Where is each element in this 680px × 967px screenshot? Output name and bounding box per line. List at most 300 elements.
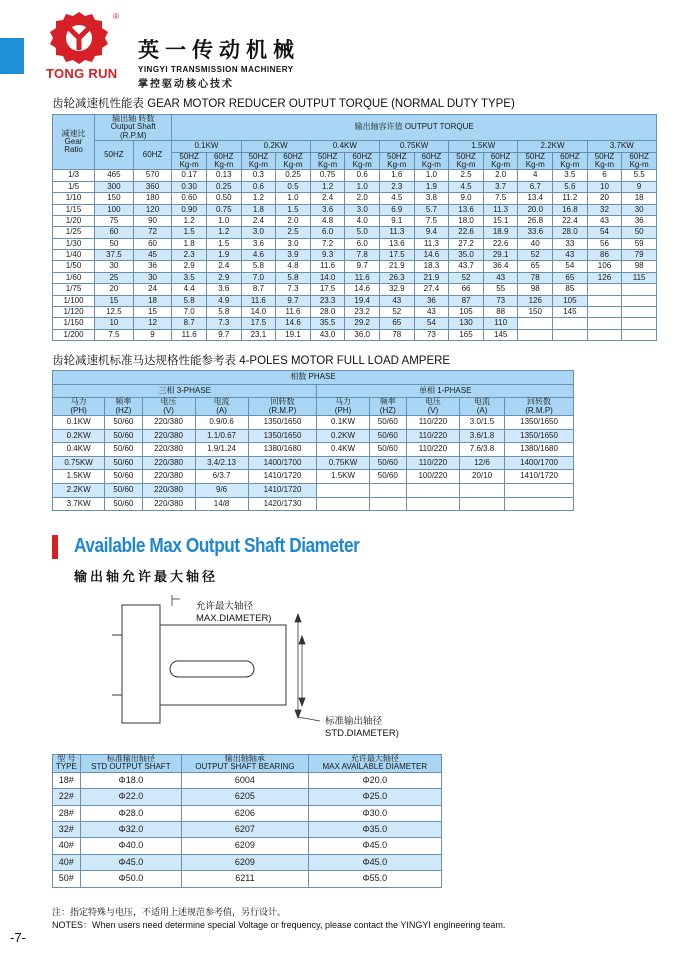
value-cell: 29.2 <box>345 318 380 329</box>
value-cell: 20.0 <box>518 204 553 215</box>
output-torque-header: 输出轴容许值 OUTPUT TORQUE <box>172 115 657 141</box>
value-cell: 9 <box>133 329 172 340</box>
column-header: 马力 (PH) <box>317 398 369 416</box>
value-cell: 50/60 <box>105 443 142 457</box>
sub-50hz-header: 50HZ Kg-m <box>380 152 415 170</box>
value-cell: 1.5 <box>206 238 241 249</box>
value-cell: 52 <box>380 307 415 318</box>
value-cell: 2.4 <box>241 215 276 226</box>
value-cell: 20 <box>587 193 622 204</box>
column-header: 马力 (PH) <box>53 398 105 416</box>
value-cell <box>459 483 504 497</box>
value-cell: 2.9 <box>206 272 241 283</box>
value-cell: 1.1/0.67 <box>195 429 248 443</box>
value-cell: 52 <box>518 250 553 261</box>
value-cell: 9.1 <box>380 215 415 226</box>
sub-60hz-header: 60HZ Kg-m <box>622 152 657 170</box>
value-cell: 7.5 <box>414 215 449 226</box>
table-row <box>53 456 574 470</box>
value-cell: 0.60 <box>172 193 207 204</box>
value-cell <box>459 497 504 511</box>
value-cell: 4.5 <box>380 193 415 204</box>
gear-ratio-cell: 1/25 <box>53 227 95 238</box>
value-cell: 43 <box>414 307 449 318</box>
value-cell: 14.6 <box>414 250 449 261</box>
value-cell: 2.3 <box>172 250 207 261</box>
value-cell: 150 <box>518 307 553 318</box>
value-cell: 5.6 <box>553 181 588 192</box>
sub-60hz-header: 60HZ Kg-m <box>553 152 588 170</box>
value-cell <box>317 483 369 497</box>
value-cell: 40# <box>53 854 81 870</box>
gear-ratio-header: 减速比 Gear Ratio <box>53 115 95 170</box>
sub-60hz-header: 60HZ Kg-m <box>206 152 241 170</box>
table-row <box>53 250 657 261</box>
value-cell <box>553 318 588 329</box>
brand-block <box>138 34 300 90</box>
value-cell: 165 <box>449 329 484 340</box>
value-cell: 2.5 <box>276 227 311 238</box>
gear-ratio-cell: 1/60 <box>53 272 95 283</box>
value-cell: 220/380 <box>142 483 195 497</box>
shaft-table <box>52 754 442 888</box>
brand-name-cn: 英一传动机械 <box>138 38 300 62</box>
value-cell: 7.5 <box>483 193 518 204</box>
column-header: 回转数 (R.M.P) <box>248 398 317 416</box>
value-cell: 17.5 <box>241 318 276 329</box>
power-header: 3.7KW <box>587 141 656 152</box>
value-cell: 50/60 <box>369 456 406 470</box>
value-cell: 75 <box>95 215 134 226</box>
value-cell: 6205 <box>182 789 309 805</box>
table-row <box>53 470 574 484</box>
table-row <box>53 204 657 215</box>
value-cell: 1.0 <box>206 215 241 226</box>
speed-50hz-header: 50HZ <box>95 141 134 170</box>
value-cell: 105 <box>449 307 484 318</box>
value-cell <box>587 284 622 295</box>
value-cell: 86 <box>587 250 622 261</box>
value-cell: 6.0 <box>345 238 380 249</box>
value-cell: 2.0 <box>276 215 311 226</box>
speed-60hz-header: 60HZ <box>133 141 172 170</box>
value-cell: 1410/1720 <box>248 470 317 484</box>
value-cell: 1.5KW <box>53 470 105 484</box>
power-header: 0.2KW <box>241 141 310 152</box>
value-cell: 1.6 <box>380 170 415 181</box>
value-cell: 21.9 <box>380 261 415 272</box>
value-cell: 43 <box>483 272 518 283</box>
gear-ratio-cell: 1/30 <box>53 238 95 249</box>
value-cell: 0.1KW <box>53 415 105 429</box>
value-cell <box>622 307 657 318</box>
value-cell: 2.0 <box>483 170 518 181</box>
value-cell: 5.8 <box>206 307 241 318</box>
value-cell: 120 <box>133 204 172 215</box>
value-cell: 6.7 <box>518 181 553 192</box>
value-cell: 130 <box>449 318 484 329</box>
sub-50hz-header: 50HZ Kg-m <box>241 152 276 170</box>
column-header: 频率 (HZ) <box>105 398 142 416</box>
value-cell: 28# <box>53 805 81 821</box>
column-header: 允许最大轴径 MAX AVAILABLE DIAMETER <box>308 755 441 773</box>
brand-slogan: 掌控驱动核心技术 <box>138 79 234 90</box>
value-cell: 17.5 <box>310 284 345 295</box>
value-cell: 18 <box>133 295 172 306</box>
table-row <box>53 483 574 497</box>
value-cell: 7.0 <box>241 272 276 283</box>
table-row <box>53 215 657 226</box>
value-cell: Φ45.0 <box>80 854 181 870</box>
value-cell: 0.75KW <box>53 456 105 470</box>
value-cell: 0.30 <box>172 181 207 192</box>
value-cell: 9.0 <box>449 193 484 204</box>
value-cell <box>518 318 553 329</box>
value-cell: 98 <box>518 284 553 295</box>
blue-edge-tab <box>0 38 24 74</box>
table-row <box>53 272 657 283</box>
value-cell: 0.5 <box>276 181 311 192</box>
value-cell: 2.0 <box>345 193 380 204</box>
power-header: 0.1KW <box>172 141 241 152</box>
sub-50hz-header: 50HZ Kg-m <box>172 152 207 170</box>
value-cell: 7.2 <box>310 238 345 249</box>
value-cell: 9.7 <box>276 295 311 306</box>
sub-50hz-header: 50HZ Kg-m <box>449 152 484 170</box>
value-cell: 0.6 <box>241 181 276 192</box>
value-cell: 4.0 <box>345 215 380 226</box>
value-cell: 360 <box>133 181 172 192</box>
value-cell: 4 <box>518 170 553 181</box>
value-cell: 11.6 <box>172 329 207 340</box>
value-cell: 85 <box>553 284 588 295</box>
value-cell <box>518 329 553 340</box>
value-cell: 4.8 <box>276 261 311 272</box>
gear-ratio-cell: 1/3 <box>53 170 95 181</box>
gear-ratio-cell: 1/100 <box>53 295 95 306</box>
value-cell: 14.6 <box>276 318 311 329</box>
sub-60hz-header: 60HZ Kg-m <box>345 152 380 170</box>
value-cell: 7.5 <box>95 329 134 340</box>
max-diameter-label-en: MAX.DIAMETER) <box>196 613 272 625</box>
value-cell: 3.6 <box>310 204 345 215</box>
table-row <box>53 295 657 306</box>
value-cell: 0.2KW <box>317 429 369 443</box>
single-phase-header: 单相 1-PHASE <box>317 384 574 398</box>
value-cell: 1.8 <box>241 204 276 215</box>
value-cell: 4.9 <box>206 295 241 306</box>
value-cell: 180 <box>133 193 172 204</box>
value-cell: 50/60 <box>105 497 142 511</box>
value-cell: 0.3 <box>241 170 276 181</box>
gear-ratio-cell: 1/10 <box>53 193 95 204</box>
value-cell <box>622 318 657 329</box>
value-cell: 3.6/1.8 <box>459 429 504 443</box>
value-cell: 18.0 <box>449 215 484 226</box>
value-cell: 4.5 <box>449 181 484 192</box>
value-cell: 50/60 <box>369 443 406 457</box>
value-cell: 1350/1650 <box>505 429 574 443</box>
power-header: 1.5KW <box>449 141 518 152</box>
table-row <box>53 443 574 457</box>
value-cell: 300 <box>95 181 134 192</box>
value-cell: 54 <box>414 318 449 329</box>
value-cell: 1.9 <box>206 250 241 261</box>
value-cell: 60 <box>133 238 172 249</box>
value-cell: 0.25 <box>206 181 241 192</box>
value-cell: 27.4 <box>414 284 449 295</box>
value-cell: 110/220 <box>406 443 459 457</box>
value-cell: 1.5KW <box>317 470 369 484</box>
torque-table <box>52 114 657 341</box>
value-cell: 0.75KW <box>317 456 369 470</box>
value-cell: 1.5 <box>172 227 207 238</box>
value-cell: 60 <box>95 227 134 238</box>
value-cell: 56 <box>587 238 622 249</box>
sub-50hz-header: 50HZ Kg-m <box>587 152 622 170</box>
value-cell: 3.6 <box>241 238 276 249</box>
value-cell: 6004 <box>182 772 309 788</box>
value-cell: 7.3 <box>276 284 311 295</box>
table-row <box>53 170 657 181</box>
gear-ratio-cell: 1/50 <box>53 261 95 272</box>
value-cell: 110/220 <box>406 456 459 470</box>
value-cell: 43.0 <box>310 329 345 340</box>
value-cell: 98 <box>622 261 657 272</box>
value-cell: 6206 <box>182 805 309 821</box>
logo-text: TONG RUN <box>46 66 118 81</box>
value-cell <box>587 295 622 306</box>
value-cell: 2.5 <box>449 170 484 181</box>
value-cell: 25 <box>95 272 134 283</box>
value-cell: 0.4KW <box>53 443 105 457</box>
table-row <box>53 193 657 204</box>
value-cell: 126 <box>587 272 622 283</box>
value-cell: 3.0 <box>241 227 276 238</box>
note-cn: 注：指定特殊与电压，不适用上述规范参考值，另行设计。 <box>52 907 287 917</box>
value-cell <box>369 483 406 497</box>
value-cell: 73 <box>414 329 449 340</box>
gear-ratio-cell: 1/15 <box>53 204 95 215</box>
sub-60hz-header: 60HZ Kg-m <box>483 152 518 170</box>
value-cell: 1.2 <box>172 215 207 226</box>
power-header: 2.2KW <box>518 141 587 152</box>
value-cell: 50/60 <box>369 429 406 443</box>
value-cell: 22.6 <box>483 238 518 249</box>
registered-mark: ® <box>113 12 119 21</box>
column-header: 电压 (V) <box>406 398 459 416</box>
value-cell: 0.9/0.6 <box>195 415 248 429</box>
table-row <box>53 307 657 318</box>
gear-ratio-cell: 1/120 <box>53 307 95 318</box>
value-cell: 1.0 <box>414 170 449 181</box>
table-row <box>53 318 657 329</box>
value-cell: 13.6 <box>449 204 484 215</box>
value-cell: 11.3 <box>380 227 415 238</box>
value-cell: 32# <box>53 821 81 837</box>
value-cell: 66 <box>449 284 484 295</box>
value-cell: 11.6 <box>241 295 276 306</box>
output-shaft-speed-header: 输出轴 转数 Output Shaft (R.P.M) <box>95 115 172 141</box>
value-cell <box>406 483 459 497</box>
value-cell: 10 <box>95 318 134 329</box>
value-cell: 40 <box>518 238 553 249</box>
value-cell: 9.3 <box>310 250 345 261</box>
value-cell: 36.4 <box>483 261 518 272</box>
value-cell: 36 <box>133 261 172 272</box>
value-cell: 6/3.7 <box>195 470 248 484</box>
table-row <box>53 429 574 443</box>
table-row <box>53 821 442 837</box>
value-cell <box>622 295 657 306</box>
value-cell: 3.0/1.5 <box>459 415 504 429</box>
shaft-diagram <box>110 595 470 750</box>
value-cell: 35.0 <box>449 250 484 261</box>
value-cell: 465 <box>95 170 134 181</box>
value-cell: Φ50.0 <box>80 871 181 887</box>
value-cell: 3.8 <box>414 193 449 204</box>
value-cell: 50/60 <box>105 429 142 443</box>
value-cell: 6209 <box>182 854 309 870</box>
value-cell: 1380/1680 <box>248 443 317 457</box>
value-cell: 19.4 <box>345 295 380 306</box>
value-cell: 0.1KW <box>317 415 369 429</box>
value-cell: Φ40.0 <box>80 838 181 854</box>
value-cell: 13.4 <box>518 193 553 204</box>
value-cell: 55 <box>483 284 518 295</box>
value-cell: 65 <box>380 318 415 329</box>
value-cell: 1.8 <box>172 238 207 249</box>
value-cell: 3.4/2.13 <box>195 456 248 470</box>
value-cell: Φ28.0 <box>80 805 181 821</box>
value-cell: 26.8 <box>518 215 553 226</box>
value-cell: 14.0 <box>310 272 345 283</box>
value-cell: 6207 <box>182 821 309 837</box>
three-phase-header: 三相 3-PHASE <box>53 384 317 398</box>
table-row <box>53 838 442 854</box>
value-cell: 6 <box>587 170 622 181</box>
value-cell: 72 <box>133 227 172 238</box>
value-cell: 3.7KW <box>53 497 105 511</box>
value-cell: 8.7 <box>241 284 276 295</box>
value-cell: 14.0 <box>241 307 276 318</box>
value-cell: 32.9 <box>380 284 415 295</box>
value-cell: Φ55.0 <box>308 871 441 887</box>
value-cell: 78 <box>380 329 415 340</box>
value-cell: 3.0 <box>276 238 311 249</box>
value-cell: 110/220 <box>406 415 459 429</box>
gear-ratio-cell: 1/40 <box>53 250 95 261</box>
shaft-section-title: Available Max Output Shaft Diameter <box>74 535 360 557</box>
value-cell: 27.2 <box>449 238 484 249</box>
value-cell: 35.5 <box>310 318 345 329</box>
value-cell: 1350/1650 <box>505 415 574 429</box>
value-cell: 88 <box>483 307 518 318</box>
value-cell: 9.4 <box>414 227 449 238</box>
value-cell: 22# <box>53 789 81 805</box>
value-cell: 12 <box>133 318 172 329</box>
value-cell: 50/60 <box>105 456 142 470</box>
value-cell: 4.4 <box>172 284 207 295</box>
column-header: 型 号 TYPE <box>53 755 81 773</box>
value-cell: 18.3 <box>414 261 449 272</box>
value-cell: Φ30.0 <box>308 805 441 821</box>
value-cell: 50/60 <box>105 470 142 484</box>
value-cell: 29.1 <box>483 250 518 261</box>
value-cell: 2.2KW <box>53 483 105 497</box>
table-row <box>53 805 442 821</box>
value-cell: 52 <box>449 272 484 283</box>
value-cell: 50/60 <box>369 415 406 429</box>
gear-ratio-cell: 1/5 <box>53 181 95 192</box>
value-cell: 23.1 <box>241 329 276 340</box>
value-cell: 15.1 <box>483 215 518 226</box>
value-cell: 28.0 <box>553 227 588 238</box>
value-cell: 5.8 <box>276 272 311 283</box>
value-cell: 0.13 <box>206 170 241 181</box>
value-cell: 6211 <box>182 871 309 887</box>
value-cell: 26.3 <box>380 272 415 283</box>
value-cell: 7.3 <box>206 318 241 329</box>
value-cell: 11.6 <box>345 272 380 283</box>
value-cell: 13.6 <box>380 238 415 249</box>
value-cell: 11.3 <box>483 204 518 215</box>
value-cell: 43 <box>380 295 415 306</box>
value-cell: 9.7 <box>206 329 241 340</box>
value-cell: 5.8 <box>172 295 207 306</box>
value-cell: Φ20.0 <box>308 772 441 788</box>
sub-60hz-header: 60HZ Kg-m <box>414 152 449 170</box>
value-cell: 100/220 <box>406 470 459 484</box>
value-cell: 24 <box>133 284 172 295</box>
value-cell: 1400/1700 <box>248 456 317 470</box>
value-cell: 23.3 <box>310 295 345 306</box>
value-cell: 18.9 <box>483 227 518 238</box>
max-diameter-label-cn: 允许最大轴径 <box>196 601 254 612</box>
value-cell: 21.9 <box>414 272 449 283</box>
value-cell: 11.6 <box>276 307 311 318</box>
value-cell <box>505 497 574 511</box>
table-row <box>53 329 657 340</box>
value-cell: 43.7 <box>449 261 484 272</box>
value-cell: 0.25 <box>276 170 311 181</box>
value-cell: 59 <box>622 238 657 249</box>
value-cell: 2.4 <box>206 261 241 272</box>
value-cell: 145 <box>483 329 518 340</box>
value-cell: 1410/1720 <box>505 470 574 484</box>
value-cell: Φ35.0 <box>308 821 441 837</box>
value-cell: 9 <box>622 181 657 192</box>
value-cell <box>406 497 459 511</box>
power-header: 0.4KW <box>310 141 379 152</box>
max-diameter-label <box>196 601 271 626</box>
value-cell: 54 <box>553 261 588 272</box>
value-cell: Φ22.0 <box>80 789 181 805</box>
table-row <box>53 789 442 805</box>
value-cell <box>622 329 657 340</box>
value-cell: Φ18.0 <box>80 772 181 788</box>
value-cell: 5.8 <box>241 261 276 272</box>
value-cell: 126 <box>518 295 553 306</box>
value-cell: 2.3 <box>380 181 415 192</box>
value-cell: 1.0 <box>345 181 380 192</box>
value-cell: 220/380 <box>142 456 195 470</box>
sub-60hz-header: 60HZ Kg-m <box>276 152 311 170</box>
value-cell: 87 <box>449 295 484 306</box>
value-cell: 100 <box>95 204 134 215</box>
value-cell: 11.2 <box>553 193 588 204</box>
std-diameter-label <box>325 716 399 741</box>
